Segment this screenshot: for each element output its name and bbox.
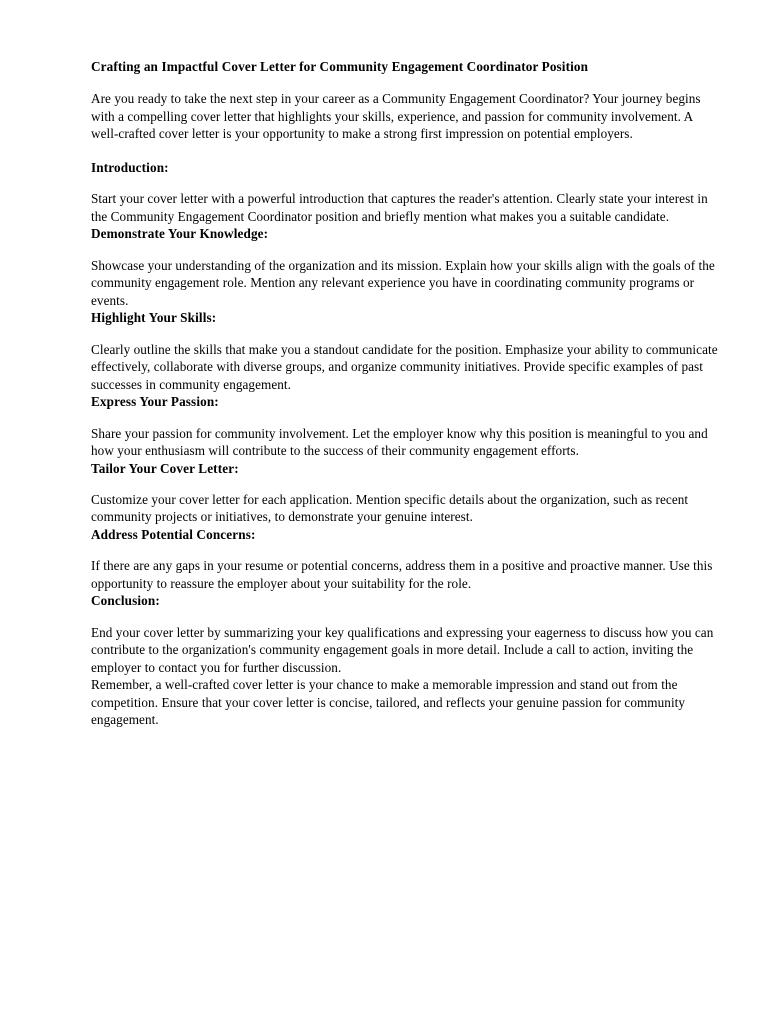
intro-paragraph: Are you ready to take the next step in your career as a Community Engagement Coordinator? Your journey begins with a compelling cover letter that highlights your skills, experience, and passion for community involvement. A well-crafted cover letter is your opportunity to make a strong first impression on potential employers. bbox=[91, 91, 701, 142]
section-heading: Address Potential Concerns: bbox=[91, 526, 256, 542]
section-heading: Introduction: bbox=[91, 159, 169, 175]
section-paragraph: Start your cover letter with a powerful introduction that captures the reader's attention. Clearly state your interest in the Community Engagement Coordinator position and briefly mention what makes you a suitable candidate. bbox=[91, 191, 708, 224]
section-conclusion bbox=[91, 592, 719, 676]
section-paragraph: Customize your cover letter for each application. Mention specific details about the organization, such as recent community projects or initiatives, to demonstrate your genuine interest. bbox=[91, 491, 689, 525]
section-address-potential-concerns bbox=[91, 526, 719, 592]
closing-paragraph: Remember, a well-crafted cover letter is your chance to make a memorable impression and stand out from the competition. Ensure that your cover letter is concise, tailored, and reflects your genuine passion for community engagement. bbox=[91, 677, 686, 728]
page-title: Crafting an Impactful Cover Letter for Community Engagement Coordinator Position bbox=[91, 59, 589, 74]
section-introduction bbox=[91, 159, 719, 225]
section-heading: Tailor Your Cover Letter: bbox=[91, 460, 239, 476]
section-express-your-passion bbox=[91, 393, 719, 459]
section-heading: Express Your Passion: bbox=[91, 394, 219, 410]
section-paragraph: Share your passion for community involvement. Let the employer know why this position is meaningful to you and how your enthusiasm will contribute to the success of their community engagement efforts. bbox=[91, 425, 708, 459]
section-highlight-your-skills bbox=[91, 309, 719, 393]
section-paragraph: If there are any gaps in your resume or potential concerns, address them in a positive and proactive manner. Use this opportunity to reassure the employer about your suitability for the role. bbox=[91, 558, 713, 591]
section-heading: Demonstrate Your Knowledge: bbox=[91, 226, 269, 242]
section-tailor-your-cover-letter bbox=[91, 460, 719, 526]
section-heading: Conclusion: bbox=[91, 593, 160, 609]
section-paragraph: End your cover letter by summarizing your key qualifications and expressing your eagerness to discuss how you can contribute to the organization's community engagement goals in more detail. Include a call to action, inviting the employer to contact you for further discussion. bbox=[91, 624, 714, 675]
section-heading: Highlight Your Skills: bbox=[91, 310, 217, 326]
section-demonstrate-your-knowledge bbox=[91, 225, 719, 309]
document-content bbox=[91, 58, 719, 729]
section-paragraph: Showcase your understanding of the organization and its mission. Explain how your skills align with the goals of the community engagement role. Mention any relevant experience you have in coordinating community programs or events. bbox=[91, 257, 715, 308]
section-paragraph: Clearly outline the skills that make you a standout candidate for the position. Emphasize your ability to communicate effectively, collaborate with diverse groups, and organize community initiatives. Provide specific examples of past successes in community engagement. bbox=[91, 341, 718, 392]
